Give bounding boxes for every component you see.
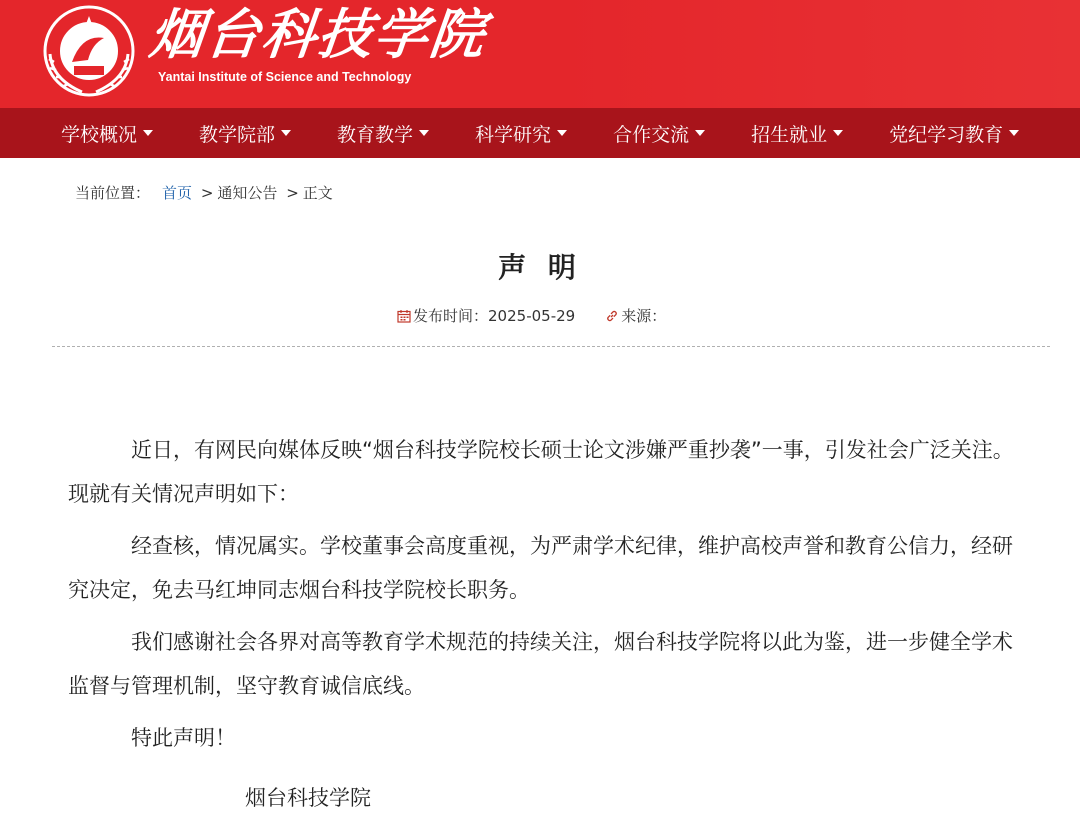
source-label: 来源： — [621, 307, 667, 325]
article-body — [68, 428, 1030, 768]
nav-item-admissions[interactable] — [751, 120, 843, 147]
article-paragraph: 经查核，情况属实。学校董事会高度重视，为严肃学术纪律，维护高校声誉和教育公信力，经研究决定，免去马红坤同志烟台科技学院校长职务。 — [68, 534, 1013, 602]
calendar-icon — [397, 309, 411, 323]
chevron-down-icon — [557, 130, 567, 136]
nav-item-overview[interactable] — [61, 120, 153, 147]
breadcrumb — [75, 182, 333, 203]
chevron-down-icon — [695, 130, 705, 136]
article-meta — [397, 305, 666, 326]
nav-item-label: 教学院部 — [199, 123, 276, 146]
nav-item-label: 学校概况 — [61, 123, 138, 146]
header-background — [560, 0, 1080, 108]
nav-item-party-education[interactable] — [889, 120, 1019, 147]
breadcrumb-prefix: 当前位置： — [75, 184, 151, 202]
article-paragraph: 特此声明！ — [131, 726, 236, 750]
publish-date: 2025-05-29 — [488, 306, 576, 325]
breadcrumb-section-link[interactable]: 通知公告 — [217, 184, 278, 202]
nav-item-label: 合作交流 — [613, 123, 690, 146]
article-signature: 烟台科技学院 — [245, 786, 371, 810]
breadcrumb-separator: > — [200, 184, 214, 202]
nav-item-label: 党纪学习教育 — [889, 123, 1004, 146]
nav-item-label: 科学研究 — [475, 123, 552, 146]
breadcrumb-home-link[interactable]: 首页 — [162, 184, 193, 202]
school-emblem-icon[interactable] — [42, 4, 136, 98]
chevron-down-icon — [143, 130, 153, 136]
nav-item-research[interactable] — [475, 120, 567, 147]
school-name-en[interactable]: Yantai Institute of Science and Technology — [158, 70, 412, 84]
chevron-down-icon — [833, 130, 843, 136]
chevron-down-icon — [281, 130, 291, 136]
date-label: 发布时间： — [413, 307, 489, 325]
site-header — [0, 0, 1080, 108]
article-title: 声 明 — [498, 251, 582, 284]
breadcrumb-separator: > — [286, 184, 299, 202]
chevron-down-icon — [1009, 130, 1019, 136]
nav-item-departments[interactable] — [199, 120, 291, 147]
school-name-cn[interactable]: 烟台科技学院 — [146, 2, 490, 66]
breadcrumb-current: 正文 — [302, 184, 333, 202]
meta-divider — [52, 346, 1050, 347]
nav-item-education[interactable] — [337, 120, 429, 147]
article-paragraph: 近日，有网民向媒体反映“烟台科技学院校长硕士论文涉嫌严重抄袭”一事，引发社会广泛关注。现就有关情况声明如下： — [68, 438, 1014, 506]
nav-item-label: 招生就业 — [751, 123, 828, 146]
nav-item-label: 教育教学 — [337, 123, 414, 146]
chevron-down-icon — [419, 130, 429, 136]
main-nav — [0, 108, 1080, 158]
link-icon — [605, 309, 619, 323]
article-paragraph: 我们感谢社会各界对高等教育学术规范的持续关注，烟台科技学院将以此为鉴，进一步健全学术监督与管理机制，坚守教育诚信底线。 — [68, 630, 1013, 698]
nav-item-cooperation[interactable] — [613, 120, 705, 147]
